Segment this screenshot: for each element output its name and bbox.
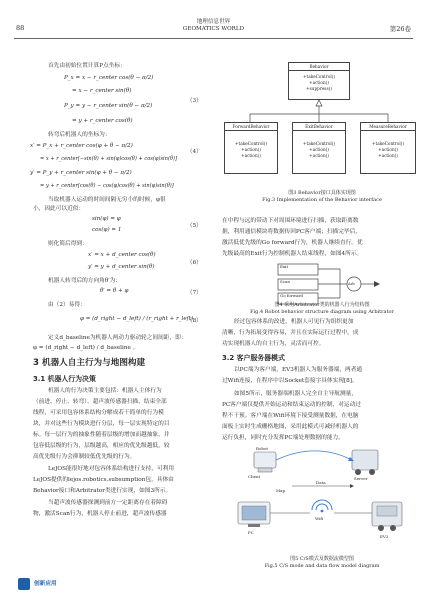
figure-4-caption xyxy=(222,302,422,315)
figure-3 xyxy=(222,60,422,210)
equation-3-line-4: = y + r_center cos(θ) xyxy=(72,118,133,124)
paragraph-3-1-line-3: 线程，可采用包容体系结构分解成若干简单的行为模 xyxy=(33,410,164,416)
section-3-heading: 3 机器人自主行为与地图构建 xyxy=(33,358,146,368)
forward-method: +action() xyxy=(241,153,261,158)
measure-behavior-title: MeasureBehavior xyxy=(361,123,415,131)
exit-box-label: Exit xyxy=(280,264,289,269)
exit-method: +action() xyxy=(309,147,329,152)
header-rule xyxy=(14,38,413,39)
measure-method: +action() xyxy=(378,147,398,152)
turn-line: 转弯后机器人的坐标为： xyxy=(48,132,111,138)
journal-title-en: GEOMATICS WORLD xyxy=(182,26,245,32)
figure-3-caption xyxy=(222,190,422,203)
right-paragraph-2-line-2: 清晰，行为拓展变得容易，并且在实际运行过程中，成 xyxy=(222,330,359,336)
equation-6-number: （6） xyxy=(187,260,202,266)
forward-method: +action() xyxy=(241,147,261,152)
pc-label: PC xyxy=(248,530,254,535)
journal-title xyxy=(150,19,277,33)
equation-4-line-1: x′ = P_x + r_center cos(φ + θ − π/2) xyxy=(30,143,133,149)
definition-line-2: φ = (d_right − d_left) / d_baseline 。 xyxy=(33,345,139,351)
behavior-method: +action() xyxy=(309,80,329,85)
client-label: Client xyxy=(248,474,261,479)
right-paragraph-1-line-4: 先级最高的Exit行为控制机器人结束线程，如图4所示。 xyxy=(222,251,363,257)
behavior-method: +takeControl() xyxy=(303,74,335,79)
equation-8-number: （8） xyxy=(187,318,202,324)
approx-line-1: 当取机器人运动的时间间隔无穷小的时候，φ很 xyxy=(48,197,166,203)
section-3-1-heading: 3.1 机器人行为决策 xyxy=(33,375,96,383)
equation-3-line-3: P_y = y − r_center sin(θ − π/2) xyxy=(64,103,153,109)
scan-box-label: Scan xyxy=(280,279,290,284)
exit-behavior-title: ExitBehavior xyxy=(293,123,345,131)
right-paragraph-3-line-1: 以PC端为客户端，EV3机器人为服务器端，两者通 xyxy=(234,367,363,373)
right-paragraph-4-line-3: 程不干预。客户端在Wifi环境下接受测量数据，在电脑 xyxy=(222,413,359,419)
volume-label: 第26卷 xyxy=(389,25,411,33)
equation-4-number: （4） xyxy=(187,149,202,155)
section-3-2-heading: 3.2 客户服务器模式 xyxy=(222,354,285,362)
intro-line: 首先由初始位置计算P点坐标： xyxy=(48,63,126,69)
equation-6-line-2: y′ = y + d_center sin(θ) xyxy=(88,264,155,270)
equation-7-number: （7） xyxy=(187,290,202,296)
paragraph-3-1-line-5: 标。每一层行为的抽象性随着层级的增加而越抽象，并 xyxy=(33,432,170,438)
definition-line-1: 定义d_baseline为机器人两动力驱动轮之间间距，即： xyxy=(48,335,187,341)
figure-4-caption-en: Fig.4 Robot behavior structure diagram using Arbitrator xyxy=(250,308,394,315)
exit-behavior-box xyxy=(292,122,346,174)
behavior-interface-title: Behavior xyxy=(289,63,349,71)
measure-method: +action() xyxy=(378,153,398,158)
equation-4-line-3: y′ = P_y + r_center sin(φ + θ − π/2) xyxy=(30,170,132,176)
measure-behavior-box xyxy=(360,122,416,174)
paragraph-3-1-line-1: 机器人的行为决策主要包括：机器人主体行为 xyxy=(48,388,162,394)
figure-4-caption-cn: 图4 采用Arbitrator类的机器人行为结构图 xyxy=(274,302,370,308)
exit-method: +action() xyxy=(309,153,329,158)
server-label: Server xyxy=(354,476,368,481)
arbitrator-label: Arb xyxy=(348,282,355,286)
forward-behavior-box xyxy=(224,122,278,174)
go-forward-box-label: Go forward xyxy=(280,293,303,298)
ev3-label: EV3 xyxy=(380,534,389,539)
right-paragraph-4-line-2: PC客户端仅提供开始运动和结束运动的控制，对运动过 xyxy=(222,402,361,408)
paragraph-3-1-line-7: 高优先级行为会抑制较低优先级的行为。 xyxy=(33,454,136,460)
equation-3-number: （3） xyxy=(187,98,202,104)
footer-logo-icon xyxy=(18,578,30,590)
paragraph-scan-line-2: 物，激活Scan行为，机器人停止前进，超声波传感器 xyxy=(33,511,167,517)
direction-line: 机器人转弯后的方向角θ′为： xyxy=(48,278,121,284)
paragraph-3-1-line-6: 包容低层级的行为，层级越高，相应的优先级越低，较 xyxy=(33,443,170,449)
right-paragraph-4-line-4: 面板上实时生成栅格地图，采用此模式可减轻机器人的 xyxy=(222,424,359,430)
equation-4-line-4: = y + r_center[cos(θ) − cos(φ)cos(θ) + sin(φ)sin(θ)] xyxy=(40,183,174,189)
map-label: Map xyxy=(276,488,286,493)
wifi-label: Wifi xyxy=(315,516,323,521)
data-flow-label: Data xyxy=(316,480,326,485)
simplify-line: 则化简后得到： xyxy=(48,241,88,247)
right-paragraph-1-line-2: 据，利用通信模块将数据传回PC客户端；扫描完毕后， xyxy=(222,229,361,235)
equation-8: φ = (d_right − d_left) / (r_right + r_left) xyxy=(80,316,194,322)
approx-line-2: 小，因此可以近似： xyxy=(33,206,85,212)
paragraph-lejos-line-1: LeJOS能很好地对包容体系结构进行支持，可利用 xyxy=(48,466,175,472)
forward-behavior-title: ForwardBehavior xyxy=(225,123,277,131)
footer-section-label: 创新应用 xyxy=(34,581,57,587)
equation-5-number: （5） xyxy=(187,223,202,229)
right-paragraph-4-line-1: 如图5所示，服务器端机器人完全自主导航测量， xyxy=(234,391,358,397)
equation-5-line-2: cos(φ) = 1 xyxy=(92,227,122,233)
exit-method: +takeControl() xyxy=(303,141,335,146)
paragraph-lejos-line-2: LeJOS提供的lejos.robotics.subsumption包，具体由 xyxy=(33,477,174,483)
behavior-method: +suppress() xyxy=(306,86,332,91)
paragraph-lejos-line-3: Behavior接口和Arbitrator类进行实现，如图3所示。 xyxy=(33,488,172,494)
page-number: 88 xyxy=(16,24,25,32)
figure-3-caption-en: Fig.3 Implementation of the Behavior interface xyxy=(262,196,382,203)
equation-6-line-1: x′ = x + d_center cos(θ) xyxy=(88,252,156,258)
measure-method: +takeControl() xyxy=(372,141,404,146)
journal-title-cn: 地理信息世界 xyxy=(196,19,231,25)
equation-3-line-2: = x − r_center sin(θ) xyxy=(72,88,132,94)
right-paragraph-2-line-1: 经过包容体系的改进，机器人可见行为组织更加 xyxy=(234,319,354,325)
right-paragraph-1-line-3: 激活低优先级的Go forward行为，机器人继续直行。优 xyxy=(222,240,363,246)
equation-7: θ′ = θ + φ xyxy=(100,288,129,294)
right-paragraph-4-line-5: 运行负担，同时充分发挥PC端处理数据的能力。 xyxy=(222,435,344,441)
figure-5-caption xyxy=(222,556,422,569)
paragraph-scan-line-1: 当超声波传感器探测到前方一定距离存在着障碍 xyxy=(48,500,168,506)
figure-5-caption-en: Fig.5 C/S mode and data flow model diagram xyxy=(264,562,380,569)
paragraph-3-1-line-2: （前进、停止、转弯）、超声波传感器扫描、结束全部 xyxy=(33,399,167,405)
equation-4-line-2: = x + r_center[−sin(θ) + sin(φ)cos(θ) + cos(φ)sin(θ)] xyxy=(40,156,177,162)
equation-3-line-1: P_x = x − r_center cos(θ − π/2) xyxy=(64,75,154,81)
paragraph-3-1-line-4: 块，并对这些行为模块进行分层，每一层实现特定的目 xyxy=(33,421,170,427)
figure-5-caption-cn: 图5 C/S模式及数据流模型图 xyxy=(290,556,354,562)
figure-3-caption-cn: 图3 Behavior接口具体实现图 xyxy=(288,190,356,196)
right-paragraph-3-line-2: 过Wifi连接，在程序中以Socket套接字具体实现[8]。 xyxy=(222,378,358,384)
robot-label: Robot xyxy=(256,446,268,451)
from-eq2-line: 由（2）易得： xyxy=(48,302,86,308)
right-paragraph-1-line-1: 在中程与远的带动下对周围环境进行扫描，获取距离数 xyxy=(222,218,359,224)
forward-method: +takeControl() xyxy=(235,141,267,146)
right-paragraph-2-line-3: 功实现机器人的自主行为，灵活而可控。 xyxy=(222,341,325,347)
equation-5-line-1: sin(φ) = φ xyxy=(92,216,121,222)
figure-5 xyxy=(232,446,412,550)
